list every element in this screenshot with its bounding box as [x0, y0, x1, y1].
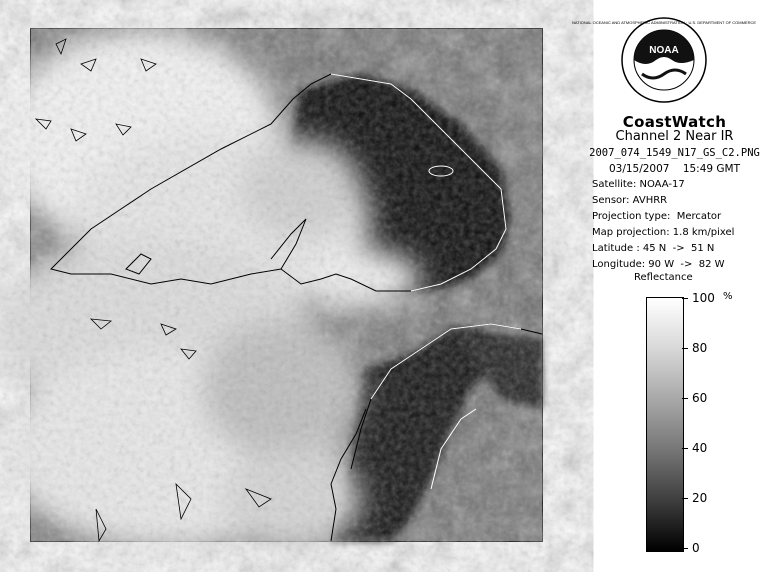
noaa-logo-text: NOAA — [649, 45, 679, 56]
colorbar-tick — [682, 498, 688, 499]
map-projection-info: Map projection: 1.8 km/pixel — [592, 227, 735, 238]
map-image — [31, 29, 542, 541]
longitude-info: Longitude: 90 W -> 82 W — [592, 259, 725, 270]
colorbar-tick-label: 20 — [692, 491, 708, 505]
colorbar-tick — [682, 448, 688, 449]
reflectance-colorbar — [646, 297, 684, 552]
colorbar-tick-label: 40 — [692, 441, 708, 455]
channel-label: Channel 2 Near IR — [615, 129, 734, 144]
colorbar-tick — [682, 348, 688, 349]
date-time: 03/15/2007 15:49 GMT — [608, 163, 741, 175]
product-title: CoastWatch — [622, 113, 727, 131]
noaa-logo — [571, 16, 757, 104]
latitude-info: Latitude : 45 N -> 51 N — [592, 243, 715, 254]
colorbar-tick-label: 100 — [692, 291, 715, 305]
colorbar-tick — [682, 398, 688, 399]
projection-type-info: Projection type: Mercator — [592, 211, 722, 222]
file-name: 2007_074_1549_N17_GS_C2.PNG — [589, 147, 760, 159]
satellite-map — [30, 28, 543, 542]
colorbar-tick-label: 0 — [692, 541, 700, 555]
satellite-info: Satellite: NOAA-17 — [592, 179, 685, 190]
noaa-seal-text: NATIONAL OCEANIC AND ATMOSPHERIC ADMINISTRATION · U.S. DEPARTMENT OF COMMERCE — [571, 20, 757, 25]
colorbar-tick-label: 60 — [692, 391, 708, 405]
colorbar-tick-label: 80 — [692, 341, 708, 355]
colorbar-title: Reflectance — [634, 272, 693, 283]
colorbar-tick — [682, 548, 688, 549]
colorbar-unit: % — [723, 291, 733, 302]
sensor-info: Sensor: AVHRR — [592, 195, 668, 206]
colorbar-tick — [682, 298, 688, 299]
